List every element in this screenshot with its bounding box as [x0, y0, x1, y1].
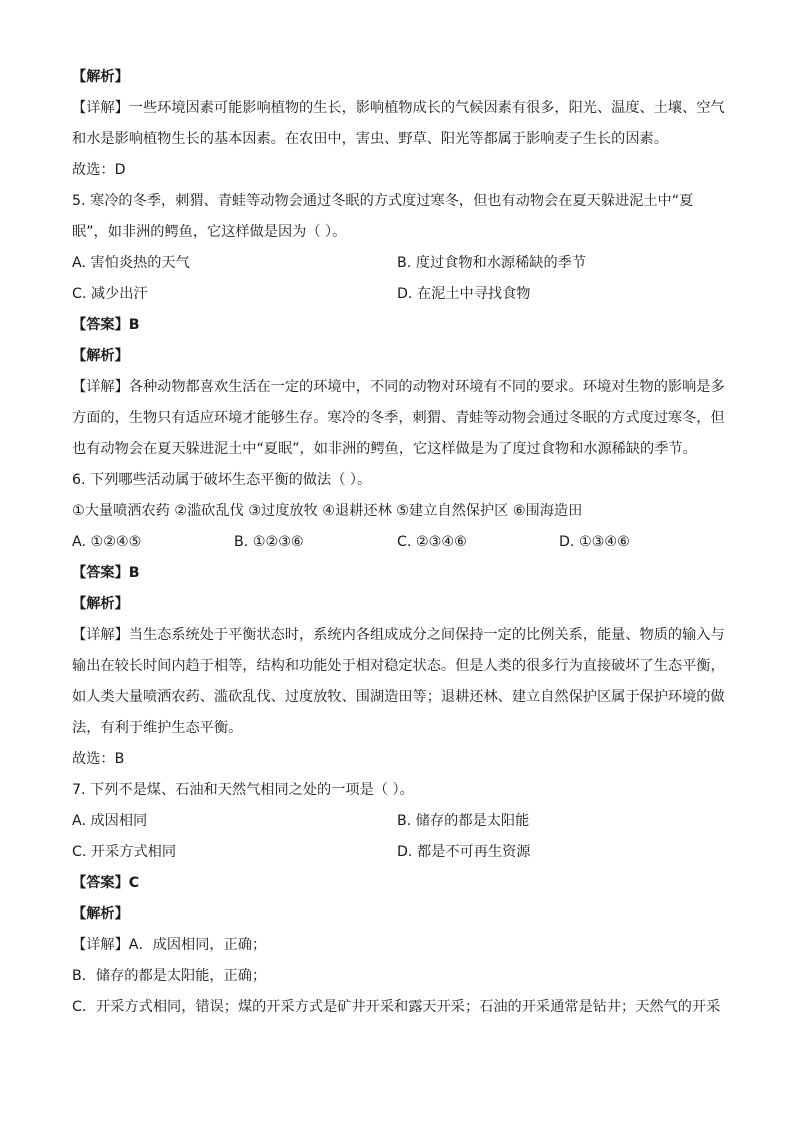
detail-paragraph: 输出在较长时间内趋于相等，结构和功能处于相对稳定状态。但是人类的很多行为直接破坏了生态平衡，	[72, 658, 725, 674]
detail-paragraph: 【详解】各种动物都喜欢生活在一定的环境中，不同的动物对环境有不同的要求。环境对生物的影响是多	[72, 379, 725, 395]
option-c: C. 开采方式相同	[72, 844, 177, 860]
option-d: D. 在泥土中寻找食物	[397, 286, 531, 302]
question-6-stem: 6. 下列哪些活动属于破坏生态平衡的做法（ ）。	[72, 472, 372, 488]
question-5-stem: 眠”，如非洲的鳄鱼，它这样做是因为（ ）。	[72, 224, 347, 240]
question-6-items: ①大量喷洒农药 ②滥砍乱伐 ③过度放牧 ④退耕还林 ⑤建立自然保护区 ⑥围海造田	[72, 503, 583, 519]
detail-paragraph: 法，有利于维护生态平衡。	[72, 720, 243, 736]
detail-paragraph: 【详解】一些环境因素可能影响植物的生长，影响植物成长的气候因素有很多，阳光、温度、土壤、空气	[72, 100, 725, 116]
question-6-options	[72, 527, 722, 558]
option-a: A. 成因相同	[72, 813, 148, 829]
answer-label: 【答案】B	[72, 565, 140, 581]
detail-paragraph: 方面的，生物只有适应环境才能够生存。寒冷的冬季，刺猬、青蛙等动物会通过冬眠的方式度过寒冬，但	[72, 410, 725, 426]
question-7-options-row-1	[72, 806, 722, 837]
detail-paragraph: 如人类大量喷洒农药、滥砍乱伐、过度放牧、围湖造田等；退耕还林、建立自然保护区属于保护环境的做	[72, 689, 725, 705]
option-a: A. ①②④⑤	[72, 534, 142, 550]
analysis-heading: 【解析】	[72, 69, 129, 85]
question-5-options-row-1	[72, 248, 722, 279]
analysis-heading: 【解析】	[72, 906, 129, 922]
option-b: B. ①②③⑥	[234, 534, 304, 550]
question-5-options-row-2	[72, 279, 722, 310]
option-c: C. ②③④⑥	[397, 534, 467, 550]
detail-paragraph: 【详解】当生态系统处于平衡状态时，系统内各组成成分之间保持一定的比例关系，能量、物质的输入与	[72, 627, 725, 643]
analysis-heading: 【解析】	[72, 596, 129, 612]
question-7-options-row-2	[72, 837, 722, 868]
document-page	[72, 62, 725, 1023]
answer-label: 【答案】B	[72, 317, 140, 333]
option-b: B. 度过食物和水源稀缺的季节	[397, 255, 587, 271]
answer-label: 【答案】C	[72, 875, 140, 891]
choice-line: 故选：D	[72, 162, 126, 178]
detail-paragraph: C．开采方式相同，错误；煤的开采方式是矿井开采和露天开采；石油的开采通常是钻井；天然气的开采	[72, 999, 721, 1015]
detail-paragraph: 【详解】A．成因相同，正确；	[72, 937, 267, 953]
detail-paragraph: 也有动物会在夏天躲进泥土中“夏眠”，如非洲的鳄鱼，它这样做是为了度过食物和水源稀缺的季节。	[72, 441, 697, 457]
detail-paragraph: 和水是影响植物生长的基本因素。在农田中，害虫、野草、阳光等都属于影响麦子生长的因素。	[72, 131, 668, 147]
question-7-stem: 7. 下列不是煤、石油和天然气相同之处的一项是（ ）。	[72, 782, 414, 798]
analysis-heading: 【解析】	[72, 348, 129, 364]
option-b: B. 储存的都是太阳能	[397, 813, 530, 829]
question-5-stem: 5. 寒冷的冬季，刺猬、青蛙等动物会通过冬眠的方式度过寒冬，但也有动物会在夏天躲进泥土中“夏	[72, 193, 694, 209]
option-d: D. ①③④⑥	[559, 534, 630, 550]
option-c: C. 减少出汗	[72, 286, 148, 302]
choice-line: 故选：B	[72, 751, 125, 767]
detail-paragraph: B．储存的都是太阳能，正确；	[72, 968, 267, 984]
option-a: A. 害怕炎热的天气	[72, 255, 190, 271]
option-d: D. 都是不可再生资源	[397, 844, 531, 860]
